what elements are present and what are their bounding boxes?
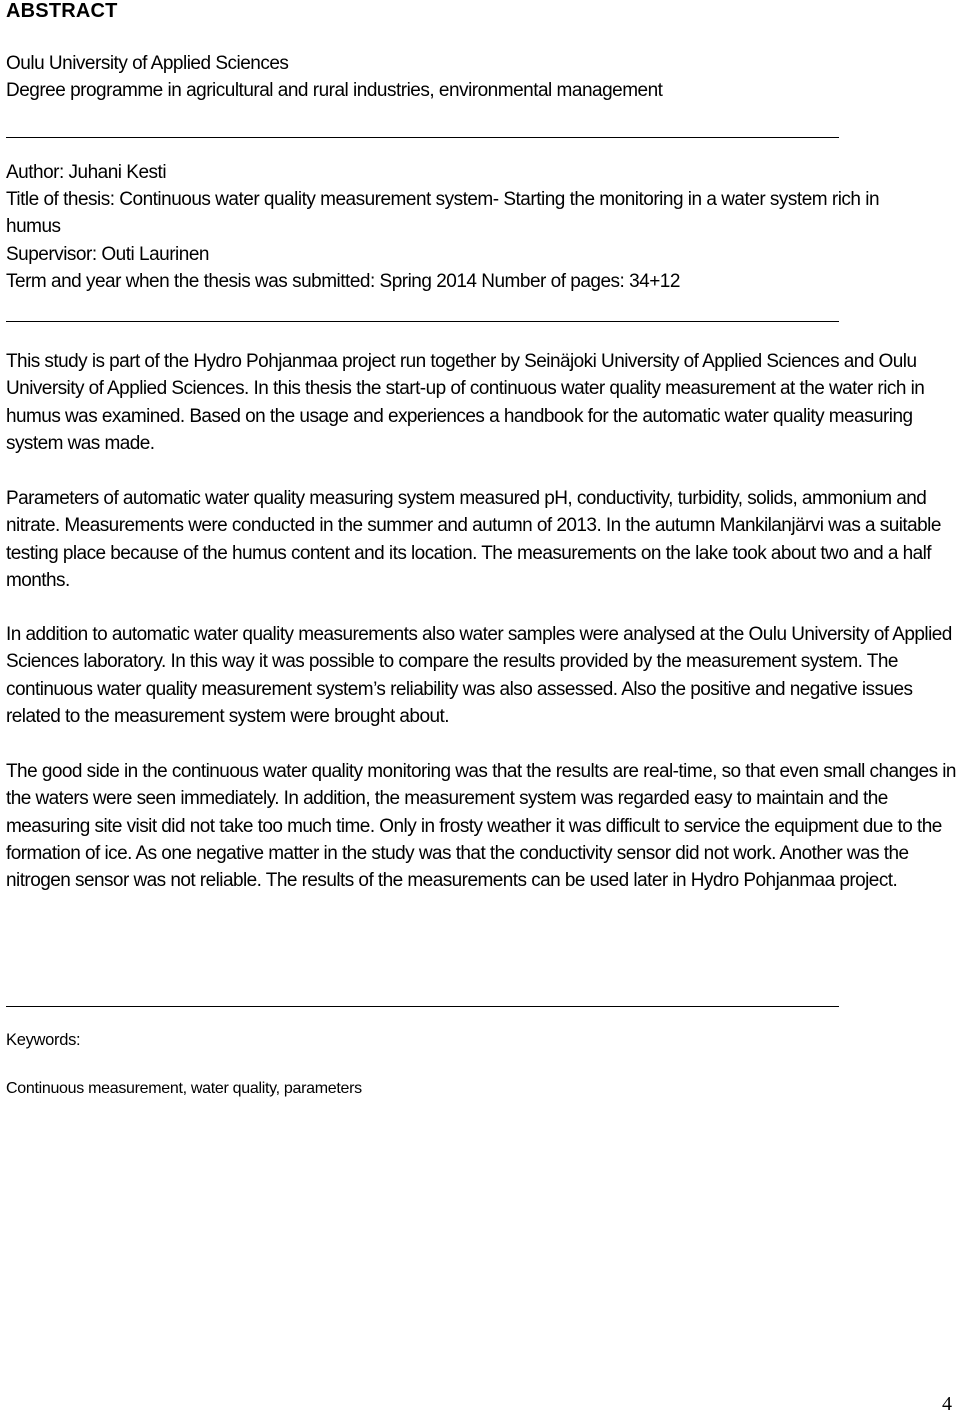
abstract-paragraph-1 [6, 348, 956, 457]
abstract-paragraph-4 [6, 758, 956, 894]
divider-middle [6, 321, 839, 322]
divider-bottom [6, 1006, 839, 1007]
abstract-text: This study is part of the Hydro Pohjanmaa project run together by Seinäjoki University of Applied Sciences and Oulu University of Applied Sciences. In this thesis the start-up of continuous water quality measurement at the water rich in humus was examined. Based on the usage and experiences a handbook for the automatic water quality measuring system was made. [6, 351, 925, 454]
author-line: Author: Juhani Kesti [6, 162, 167, 183]
thesis-title-line-2: humus [6, 216, 61, 237]
abstract-text: Parameters of automatic water quality measuring system measured pH, conductivity, turbidity, solids, ammonium and nitrate. Measurements were conducted in the summer and autumn of 2013. In the autumn Mankilanjärvi was a suitable testing place because of the humus content and its location. The measurements on the lake took about two and a half months. [6, 488, 941, 591]
page-heading: ABSTRACT [6, 0, 118, 22]
thesis-title-line-1: Title of thesis: Continuous water quality measurement system- Starting the monitoring in a water system rich in [6, 189, 880, 210]
abstract-paragraph-2 [6, 485, 956, 594]
abstract-text: The good side in the continuous water quality monitoring was that the results are real-time, so that even small changes in the waters were seen immediately. In addition, the measurement system was regarded easy to maintain and the measuring site visit did not take too much time. Only in frosty weather it was difficult to service the equipment due to the formation of ice. As one negative matter in the study was that the conductivity sensor did not work. Another was the nitrogen sensor was not reliable. The results of the measurements can be used later in Hydro Pohjanmaa project. [6, 761, 956, 892]
supervisor-line: Supervisor: Outi Laurinen [6, 244, 209, 265]
abstract-paragraph-3 [6, 621, 956, 730]
divider-top [6, 137, 839, 138]
keywords-value: Continuous measurement, water quality, parameters [6, 1080, 362, 1097]
keywords-label: Keywords: [6, 1031, 81, 1049]
page-number: 4 [942, 1393, 952, 1415]
university-name: Oulu University of Applied Sciences [6, 53, 289, 74]
abstract-text: In addition to automatic water quality measurements also water samples were analysed at the Oulu University of Applied Sciences laboratory. In this way it was possible to compare the results provided by the measurement system. The continuous water quality measurement system’s reliability was also assessed. Also the positive and negative issues related to the measurement system were brought about. [6, 624, 952, 727]
degree-programme: Degree programme in agricultural and rural industries, environmental management [6, 80, 663, 101]
term-and-pages-line: Term and year when the thesis was submitted: Spring 2014 Number of pages: 34+12 [6, 271, 680, 292]
